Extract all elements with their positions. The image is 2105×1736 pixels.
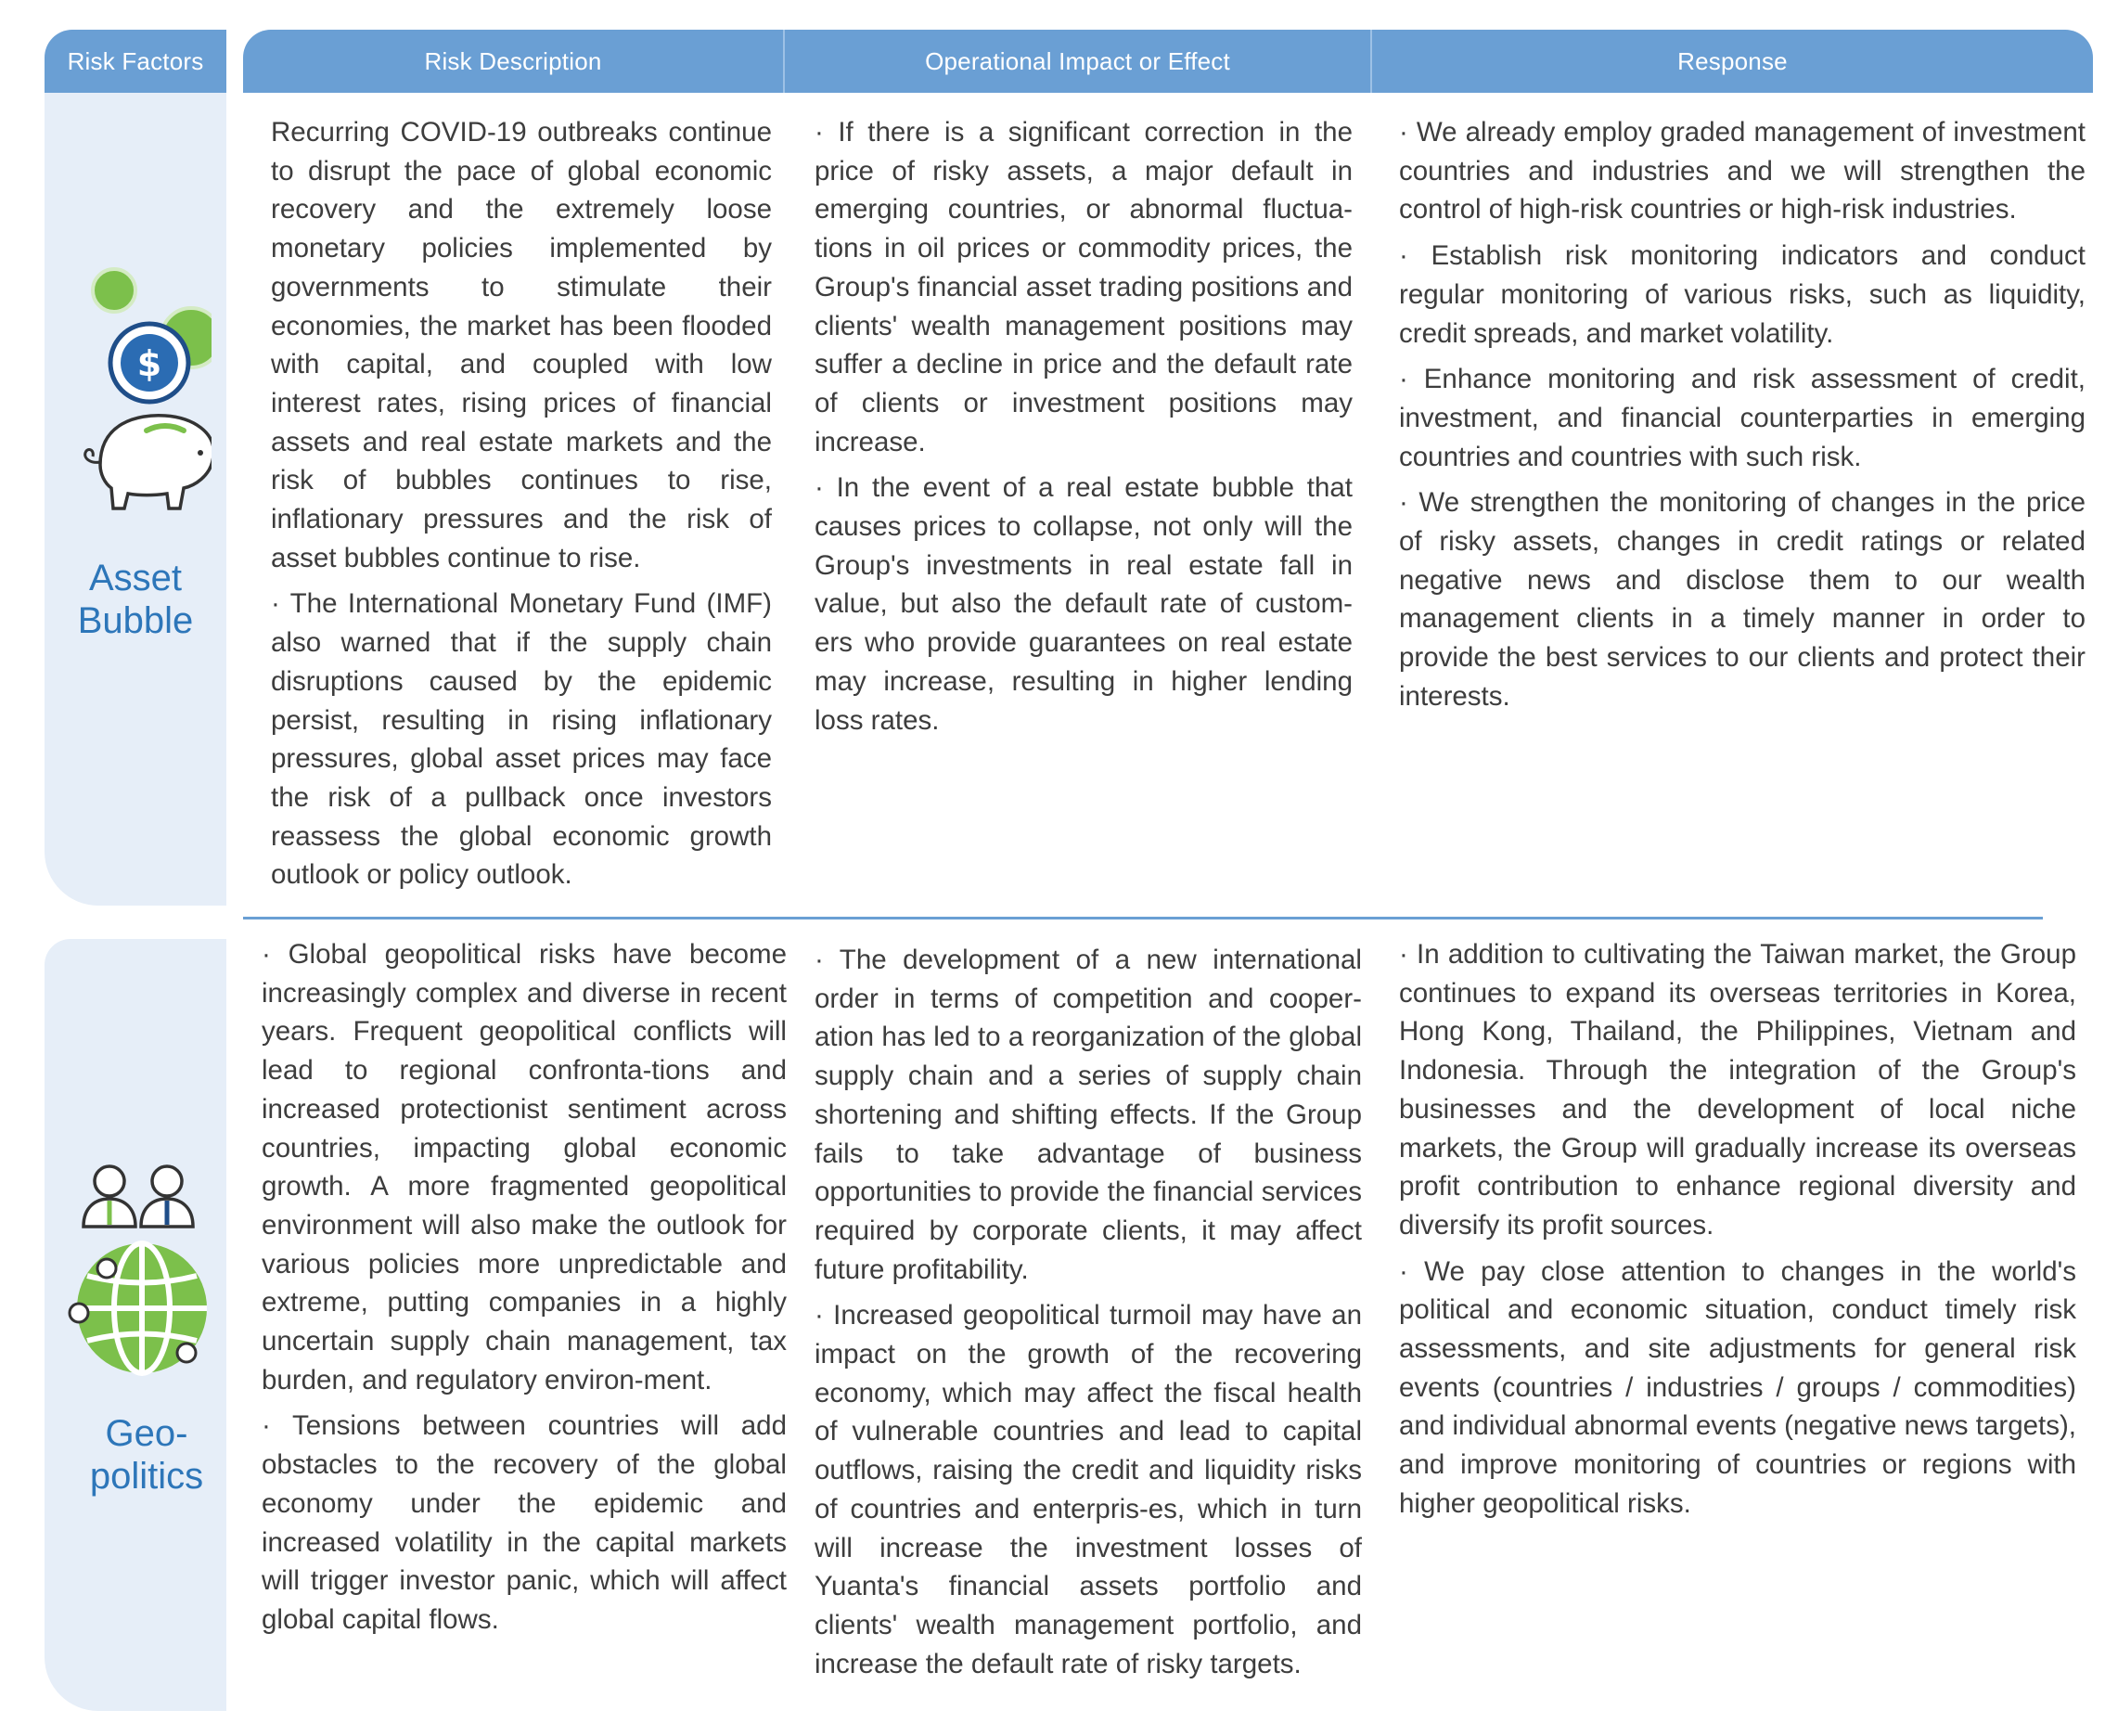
factor-name-line1: Geo-	[105, 1413, 188, 1454]
row1-risk-description	[271, 113, 772, 902]
header-risk-factors	[45, 30, 226, 93]
factor-name-asset-bubble	[45, 557, 226, 642]
response-paragraph: · We strengthen the monitoring of changes in the price of risky assets, changes in credit ratings or related negative news and disclose them to our wealth management clients in a timely manner in order to provide the best services to our clients and protect their interests.	[1399, 487, 2086, 712]
row1-response	[1399, 113, 2086, 724]
row-divider	[243, 917, 2043, 919]
piggy-bank-coin-icon	[63, 265, 212, 516]
row2-response	[1399, 935, 2076, 1531]
response-paragraph: · Establish risk monitoring indicators and conduct regular monitoring of various risks, such as liquidity, credit spreads, and market volatility.	[1399, 240, 2086, 349]
response-paragraph: · In addition to cultivating the Taiwan market, the Group continues to expand its overseas territories in Korea, Hong Kong, Thailand, the Philippines, Vietnam and Indonesia. Through the integration of the Group's businesses and the development of local niche markets, the Group will gradually increase its overseas profit contribution to enhance regional diversity and diversify its profit sources.	[1399, 939, 2076, 1241]
risk-factor-geopolitics	[45, 939, 226, 1711]
svg-text:$: $	[136, 343, 162, 384]
impact-paragraph: · Increased geopolitical turmoil may have an impact on the growth of the recovering economy, which may affect the fiscal health of vulnerable countries and lead to capital outflows, raising the credit and liquidity risks of countries and enterpris-es, which in turn will increase the investment losses of Yuanta's financial assets portfolio and clients' wealth management portfolio, and increase the default rate of risky targets.	[815, 1300, 1362, 1679]
header-risk-description-label: Risk Description	[424, 46, 602, 75]
description-paragraph: · Global geopolitical risks have become increasingly complex and diverse in recent years. Frequent geopolitical conflicts will lead to regional confronta-tions and increased protectionist sentiment across countries, impacting global economic growth. A more fragmented geopolitical environment will also make the outlook for various policies more unpredictable and extreme, putting companies in a highly uncertain supply chain management, tax burden, and regulatory environ-ment.	[262, 939, 787, 1395]
row2-operational-impact	[815, 941, 1362, 1691]
factor-name-line1: Asset	[88, 558, 183, 598]
response-paragraph: · We already employ graded management of investment countries and industries and we will strengthen the control of high-risk countries or high-risk industries.	[1399, 117, 2086, 225]
impact-paragraph: · In the event of a real estate bubble that causes prices to collapse, not only will the Group's investments in real estate fall in value, but also the default rate of custom-ers who provide guarantees on real estate may increase, resulting in higher lending loss rates.	[815, 472, 1353, 736]
header-risk-description	[243, 30, 783, 93]
factor-name-geopolitics	[45, 1412, 237, 1498]
description-paragraph: Recurring COVID-19 outbreaks continue to disrupt the pace of global economic recovery and the extremely loose monetary policies implemented by governments to stimulate their economies, the market has been flooded with capital, and coupled with low interest rates, rising prices of financial assets and real estate markets and the risk of bubbles continues to rise, inflationary pressures and the risk of asset bubbles continue to rise.	[271, 117, 772, 573]
row1-operational-impact	[815, 113, 1353, 747]
header-response	[1372, 30, 2093, 93]
header-operational-impact-label: Operational Impact or Effect	[925, 46, 1230, 75]
impact-paragraph: · If there is a significant correction in the price of risky assets, a major default in emerging countries, or abnormal fluctua-tions in oil prices or commodity prices, the Group's financial asset trading positions and clients' wealth management positions may suffer a decline in price and the default rate of clients or investment positions may increase.	[815, 117, 1353, 457]
factor-name-line2: politics	[89, 1456, 204, 1497]
factor-name-line2: Bubble	[77, 600, 194, 641]
response-paragraph: · Enhance monitoring and risk assessment of credit, investment, and financial counterparties in emerging countries and countries with such risk.	[1399, 364, 2086, 472]
description-paragraph: · The International Monetary Fund (IMF) also warned that if the supply chain disruptions caused by the epidemic persist, resulting in rising inflationary pressures, global asset prices may face the risk of a pullback once investors reassess the global economic growth outlook or policy outlook.	[271, 588, 772, 891]
impact-paragraph: · The development of a new international order in terms of competition and cooper-ation has led to a reorganization of the global supply chain and a series of supply chain shortening and shifting effects. If the Group fails to take advantage of business opportunities to provide the financial services required by corporate clients, it may affect future profitability.	[815, 945, 1362, 1285]
globe-people-icon	[63, 1160, 212, 1392]
row2-risk-description	[262, 935, 787, 1647]
risk-factor-asset-bubble	[45, 93, 226, 906]
description-paragraph: · Tensions between countries will add obstacles to the recovery of the global economy under the epidemic and increased volatility in the capital markets will trigger investor panic, which will affect global capital flows.	[262, 1410, 787, 1635]
response-paragraph: · We pay close attention to changes in the world's political and economic situation, conduct timely risk assessments, and site adjustments for general risk events (countries / industries / groups / commodities) and individual abnormal events (negative news targets), and improve monitoring of countries or regions with higher geopolitical risks.	[1399, 1255, 2076, 1519]
header-risk-factors-label: Risk Factors	[67, 46, 204, 75]
header-response-label: Response	[1677, 46, 1788, 75]
table-header	[243, 30, 2093, 93]
header-operational-impact	[785, 30, 1370, 93]
